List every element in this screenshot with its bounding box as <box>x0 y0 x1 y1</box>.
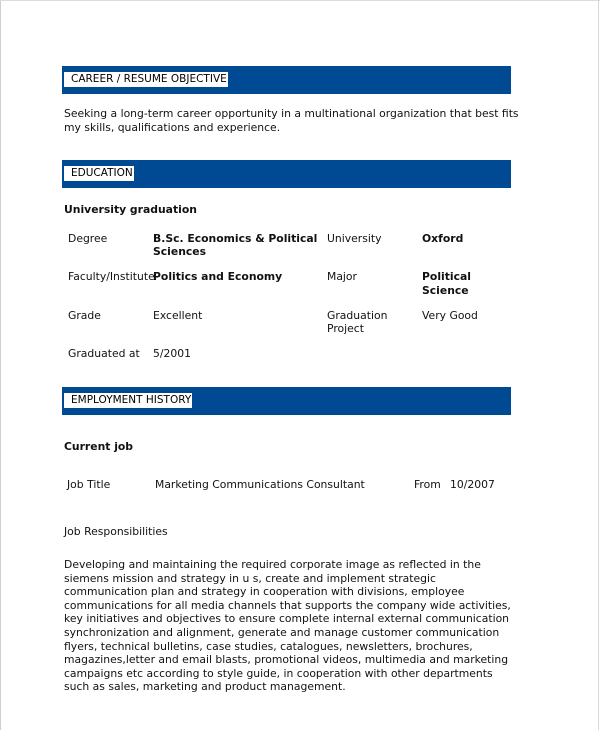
university-label: University <box>327 232 382 245</box>
employment-header-band <box>62 387 511 415</box>
graduated-label: Graduated at <box>68 347 140 360</box>
job-title-value: Marketing Communications Consultant <box>155 478 365 491</box>
page-border-right <box>598 0 599 730</box>
education-header-band <box>62 160 511 188</box>
education-subtitle: University graduation <box>64 203 197 216</box>
project-label-line1: Graduation <box>327 309 388 322</box>
graduated-value: 5/2001 <box>153 347 191 360</box>
faculty-label: Faculty/Institute <box>68 270 155 283</box>
page-border <box>0 0 1 730</box>
university-value: Oxford <box>422 232 464 245</box>
employment-section-title: EMPLOYMENT HISTORY <box>64 393 192 408</box>
grade-value: Excellent <box>153 309 203 322</box>
degree-value-line1: B.Sc. Economics & Political <box>153 232 318 245</box>
responsibilities-clip <box>62 558 522 694</box>
degree-value-line2: Sciences <box>153 245 207 258</box>
project-label-line2: Project <box>327 322 364 335</box>
grade-label: Grade <box>68 309 101 322</box>
major-value-line2: Science <box>422 284 469 297</box>
project-value: Very Good <box>422 309 478 322</box>
objective-text: Seeking a long-term career opportunity in a multinational organization that best fits my skills, qualifications and experience. <box>64 107 519 134</box>
major-value-line1: Political <box>422 270 471 283</box>
education-section-title: EDUCATION <box>64 166 134 181</box>
from-label: From <box>414 478 441 491</box>
current-job-heading: Current job <box>64 440 134 453</box>
responsibilities-label: Job Responsibilities <box>64 525 168 538</box>
responsibilities-text: Developing and maintaining the required corporate image as reflected in the siemens mission and strategy in u s, create and implement strategic communication plan and strategy in cooperation with divisions, employee communications for all media channels that supports the company wide activities, key initiatives and objectives to ensure complete internal external communication synchronization and alignment, generate and manage customer communication flyers, technical bulletins, case studies, catalogues, newsletters, brochures, magazines,letter and email blasts, promotional videos, multimedia and marketing campaigns etc according to style guide, in cooperation with other departments such as sales, marketing and product management. <box>64 558 511 694</box>
from-value: 10/2007 <box>450 478 495 491</box>
objective-section-title: CAREER / RESUME OBJECTIVE <box>64 72 228 87</box>
objective-header-band <box>62 66 511 94</box>
job-title-label: Job Title <box>67 478 111 491</box>
major-label: Major <box>327 270 357 283</box>
faculty-value: Politics and Economy <box>153 270 283 283</box>
page-border-top <box>0 0 600 1</box>
degree-label: Degree <box>68 232 108 245</box>
